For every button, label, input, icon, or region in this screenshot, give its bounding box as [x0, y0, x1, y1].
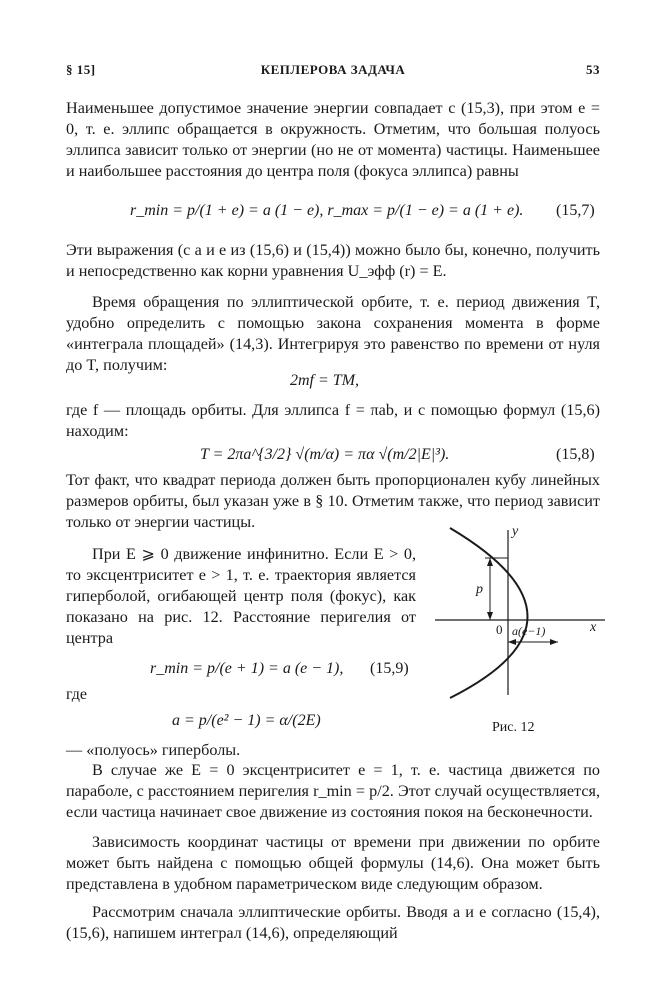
- section-ref: § 15]: [66, 62, 96, 77]
- paragraph-6: При E ⩾ 0 движение инфинитно. Если E > 0, то эксцентриситет e > 1, т. е. траектория является гиперболой, огибающей центр поля (фокус), как показано на рис. 12. Расстояние перигелия от центра: [66, 545, 416, 647]
- p-arrow-up: [487, 558, 493, 566]
- equation-15-8-number: (15,8): [556, 446, 595, 463]
- p-label: p: [476, 582, 483, 597]
- paragraph-2: Эти выражения (с a и e из (15,6) и (15,4)) можно было бы, конечно, получить и непосредственно как корни уравнения U_эфф (r) = E.: [66, 241, 600, 280]
- paragraph-5: Тот факт, что квадрат периода должен быть пропорционален кубу линейных размеров орбиты, был указан уже в § 10. Отметим также, что период зависит только от энергии частицы.: [66, 471, 600, 531]
- figure-12-hyperbola: [430, 520, 610, 700]
- equation-area-law: 2mf = TM,: [290, 372, 360, 389]
- equation-15-7: r_min = p/(1 + e) = a (1 − e), r_max = p/(1 − e) = a (1 + e).: [130, 202, 524, 219]
- paragraph-4: где f — площадь орбиты. Для эллипса f = πab, и с помощью формул (15,6) находим:: [66, 401, 600, 440]
- equation-15-8: T = 2πa^{3/2} √(m/α) = πα √(m/2|E|³).: [200, 446, 450, 463]
- paragraph-3: Время обращения по эллиптической орбите, т. е. период движения T, удобно определить с помощью закона сохранения момента в форме «интеграла площадей» (14,3). Интегрируя это равенство по времени от нуля до T, получим:: [66, 293, 600, 374]
- paragraph-8: В случае же E = 0 эксцентриситет e = 1, т. е. частица движется по параболе, с расстоянием перигелия r_min = p/2. Этот случай осуществляется, если частица начинает свое движение из состояния покоя на бесконечности.: [66, 761, 600, 821]
- p-arrow-down: [487, 612, 493, 620]
- origin-label: 0: [496, 622, 503, 637]
- paragraph-10: Рассмотрим сначала эллиптические орбиты. Вводя a и e согласно (15,4), (15,6), напишем интеграл (14,6), определяющий: [66, 903, 600, 942]
- equation-15-7-number: (15,7): [556, 202, 595, 219]
- equation-15-9-number: (15,9): [370, 660, 409, 677]
- paragraph-7: — «полуось» гиперболы.: [66, 741, 241, 759]
- paragraph-9: Зависимость координат частицы от времени при движении по орбите может быть найдена с помощью общей формулы (14,6). Она может быть представлена в удобном параметрическом виде следующим образом.: [66, 833, 600, 893]
- equation-15-9: r_min = p/(e + 1) = a (e − 1),: [150, 660, 344, 677]
- perihelion-arrow-left: [508, 639, 516, 645]
- running-title: КЕПЛЕРОВА ЗАДАЧА: [260, 62, 406, 77]
- running-header: [66, 62, 600, 82]
- where-label: где: [66, 686, 88, 703]
- equation-semi-axis: a = p/(e² − 1) = α/(2E): [172, 712, 321, 729]
- paragraph-1: Наименьшее допустимое значение энергии совпадает с (15,3), при этом e = 0, т. е. эллипс обращается в окружность. Отметим, что большая полуось эллипса зависит только от энергии (но не от момента) частицы. Наименьшее и наибольшее расстояния до центра поля (фокуса эллипса) равны: [66, 99, 600, 180]
- figure-caption: Рис. 12: [492, 720, 535, 735]
- page-number: 53: [586, 62, 600, 77]
- perihelion-arrow-right: [550, 639, 558, 645]
- x-axis-label: x: [590, 620, 597, 635]
- perihelion-distance-label: a(e−1): [512, 624, 546, 638]
- y-axis-label: y: [512, 524, 519, 539]
